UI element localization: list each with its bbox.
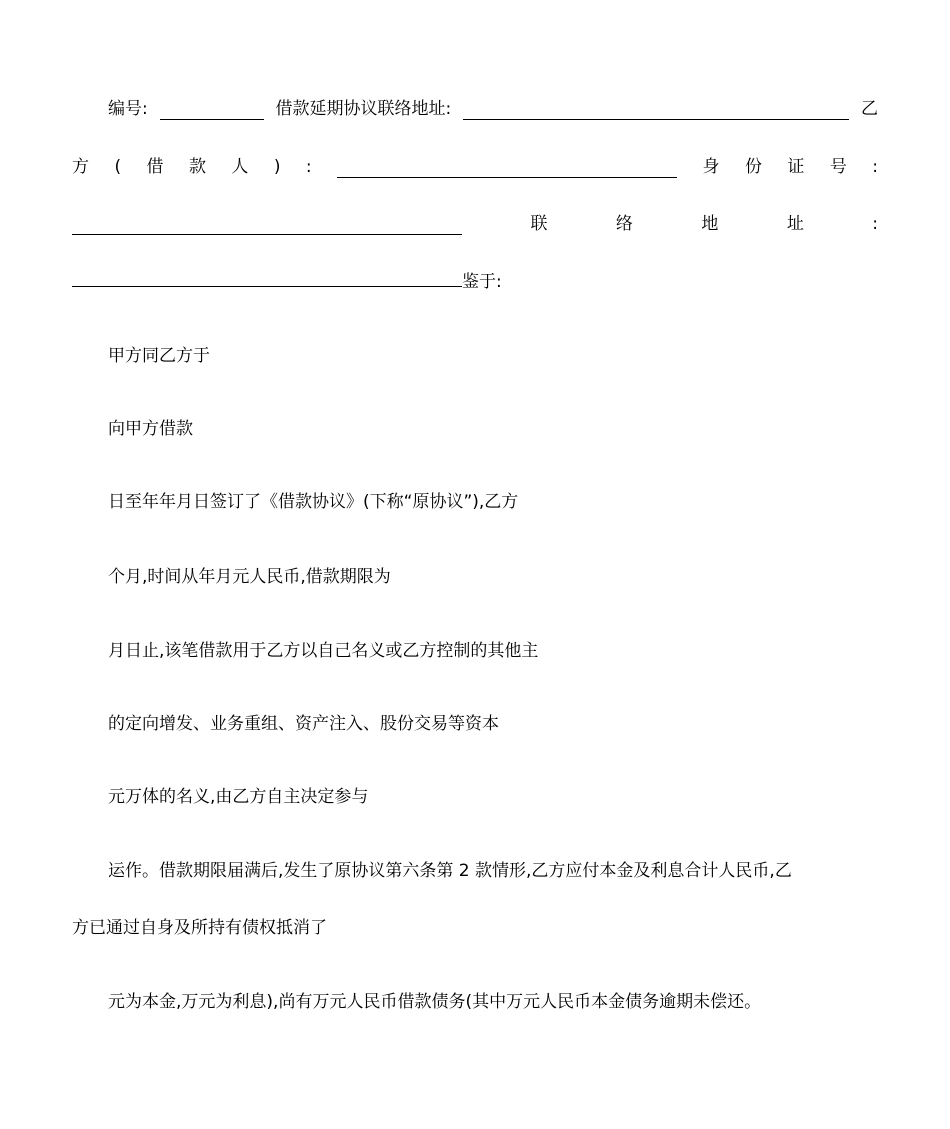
borrower-label-char: ) [273, 157, 281, 177]
paragraph: 元为本金,万元为利息),尚有万元人民币借款债务(其中万元人民币本金债务逾期未偿还。 [108, 992, 762, 1012]
id-label-char: 身 [702, 157, 720, 177]
address-label-char: 络 [615, 214, 633, 234]
header-line [108, 98, 878, 120]
borrower-label-char: 方 [72, 157, 89, 177]
borrower-label-char: 款 [188, 157, 206, 177]
paragraph: 元万体的名义,由乙方自主决定参与 [108, 787, 369, 807]
address-label-char: 联 [530, 214, 548, 234]
party-b-char: 乙 [860, 99, 878, 119]
id-label-char: 证 [787, 157, 805, 177]
document-title: 借款延期协议联络地址: [275, 99, 452, 119]
address-label-char: : [872, 214, 878, 234]
borrower-label-char: : [305, 157, 312, 177]
number-blank [160, 104, 264, 120]
id-label-char: 号 [829, 157, 847, 177]
borrower-line [72, 156, 878, 178]
address-label-char: 址 [786, 214, 804, 234]
borrower-label-char: 人 [231, 157, 249, 177]
address-blank [72, 271, 462, 287]
paragraph: 日至年年月日签订了《借款协议》(下称“原协议”),乙方 [108, 492, 519, 512]
paragraph: 向甲方借款 [108, 419, 193, 439]
paragraph: 甲方同乙方于 [108, 346, 210, 366]
address-label-char: 地 [701, 214, 719, 234]
whereas-line [72, 271, 878, 293]
paragraph-continued: 方已通过自身及所持有债权抵消了 [72, 918, 327, 938]
paragraph: 的定向增发、业务重组、资产注入、股份交易等资本 [108, 714, 499, 734]
paragraph: 运作。借款期限届满后,发生了原协议第六条第 2 款情形,乙方应付本金及利息合计人民币,乙 [108, 861, 792, 881]
borrower-name-blank [337, 162, 677, 178]
number-label: 编号: [108, 99, 148, 119]
id-number-blank [72, 219, 462, 235]
borrower-label-char: 借 [146, 157, 164, 177]
contact-address-line [72, 213, 878, 235]
borrower-label-char: ( [114, 157, 122, 177]
paragraph: 个月,时间从年月元人民币,借款期限为 [108, 567, 391, 587]
whereas-label: 鉴于: [462, 272, 502, 292]
id-label-char: : [872, 157, 878, 177]
id-label-char: 份 [744, 157, 762, 177]
contact-address-blank [463, 104, 849, 120]
paragraph: 月日止,该笔借款用于乙方以自己名义或乙方控制的其他主 [108, 641, 539, 661]
